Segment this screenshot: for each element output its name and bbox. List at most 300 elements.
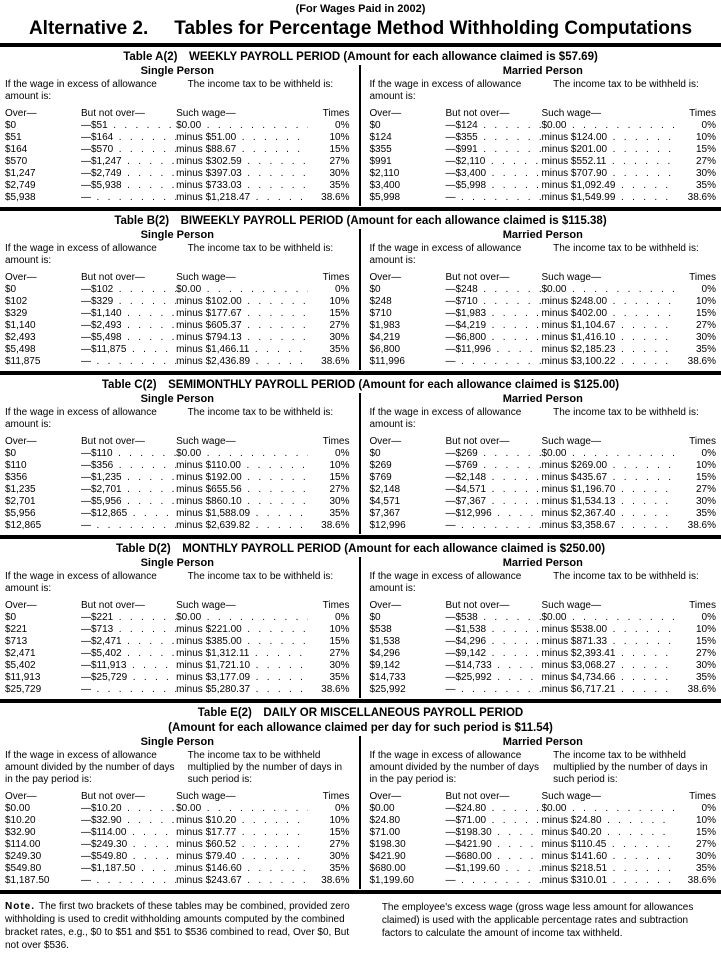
table-row <box>5 496 350 508</box>
times-value: 10% <box>329 624 350 635</box>
such-wage-value: minus $17.77 <box>176 827 237 838</box>
dot-leader <box>607 296 674 308</box>
but-not-over-value: —$538 <box>445 612 478 623</box>
over-column-header: Over— <box>5 436 37 447</box>
times-value: 10% <box>695 815 716 826</box>
over-value: $4,219 <box>369 332 401 343</box>
dot-leader <box>486 648 541 660</box>
table-row <box>370 168 717 180</box>
times-value: 0% <box>701 448 716 459</box>
table-row <box>370 827 717 839</box>
but-not-over-value: — <box>445 520 456 531</box>
dot-leader <box>456 684 542 696</box>
column-headers <box>370 272 717 284</box>
dot-leader <box>122 168 177 180</box>
such-wage-value: $0.00 <box>541 120 567 131</box>
over-value: $24.80 <box>369 815 401 826</box>
but-not-over-value: —$12,996 <box>445 508 492 519</box>
dot-leader <box>91 520 176 532</box>
such-wage-value: minus $79.40 <box>176 851 237 862</box>
dot-leader <box>236 815 307 827</box>
over-value: $2,110 <box>369 168 400 179</box>
such-wage-value: minus $5,280.37 <box>176 684 251 695</box>
tax-header: The income tax to be withheld is: <box>553 407 699 418</box>
such-wage-value: minus $655.56 <box>176 484 242 495</box>
such-wage-value: minus $221.00 <box>176 624 242 635</box>
over-column-header: Over— <box>369 436 402 447</box>
over-value: $2,749 <box>5 180 36 191</box>
tax-header: The income tax to be withheld multiplied by the number of days in such period is: <box>553 750 708 785</box>
dot-leader <box>615 672 674 684</box>
but-not-over-value: — <box>445 684 456 695</box>
table-body <box>5 229 716 370</box>
such-wage-value: minus $177.67 <box>176 308 242 319</box>
but-not-over-value: —$680.00 <box>445 851 492 862</box>
times-value: 35% <box>329 863 350 874</box>
dot-leader <box>607 875 674 887</box>
such-wage-value: minus $10.20 <box>176 815 237 826</box>
over-value: $421.90 <box>369 851 406 862</box>
dot-leader <box>201 448 307 460</box>
but-not-over-column-header: But not over— <box>81 436 145 447</box>
single-person-panel <box>5 393 361 534</box>
times-value: 38.6% <box>687 192 716 203</box>
times-value: 38.6% <box>321 520 350 531</box>
column-descriptions <box>370 571 717 595</box>
dot-leader <box>478 612 542 624</box>
column-headers <box>370 436 717 448</box>
single-rows <box>5 612 350 696</box>
table-section <box>5 378 716 539</box>
over-value: $710 <box>369 308 392 319</box>
times-column-header: Times <box>689 791 716 802</box>
single-rows <box>5 448 350 532</box>
dot-leader <box>236 839 307 851</box>
dot-leader <box>113 624 176 636</box>
table-row <box>5 612 350 624</box>
such-wage-value: minus $141.60 <box>541 851 608 862</box>
dot-leader <box>486 472 541 484</box>
tax-header: The income tax to be withheld is: <box>187 79 334 90</box>
dot-leader <box>607 472 674 484</box>
column-headers <box>370 600 717 612</box>
dot-leader <box>607 308 674 320</box>
dot-leader <box>122 484 177 496</box>
married-person-heading: Married Person <box>502 557 583 569</box>
but-not-over-value: — <box>81 875 91 886</box>
dot-leader <box>91 684 176 696</box>
such-wage-value: minus $1,588.09 <box>176 508 251 519</box>
such-wage-value: minus $605.37 <box>176 320 242 331</box>
but-not-over-value: —$51 <box>81 120 108 131</box>
over-value: $5,938 <box>5 192 36 203</box>
times-value: 30% <box>695 168 716 179</box>
dot-leader <box>456 356 542 368</box>
table-row <box>5 827 350 839</box>
times-value: 35% <box>695 672 716 683</box>
column-descriptions <box>370 243 717 267</box>
such-wage-value: minus $1,104.67 <box>541 320 616 331</box>
but-not-over-value: —$3,400 <box>445 168 487 179</box>
over-value: $713 <box>5 636 28 647</box>
dot-leader <box>236 827 307 839</box>
single-person-heading: Single Person <box>140 393 214 405</box>
over-value: $5,402 <box>5 660 36 671</box>
times-value: 0% <box>335 612 350 623</box>
but-not-over-value: —$32.90 <box>81 815 122 826</box>
table-row <box>5 863 350 875</box>
married-person-heading: Married Person <box>502 393 583 405</box>
table-row <box>5 180 350 192</box>
tax-header: The income tax to be withheld is: <box>553 79 699 90</box>
times-value: 15% <box>329 144 350 155</box>
but-not-over-value: —$25,729 <box>81 672 128 683</box>
footnotes <box>5 900 716 952</box>
but-not-over-value: —$164 <box>81 132 114 143</box>
times-value: 15% <box>695 827 716 838</box>
dot-leader <box>236 144 307 156</box>
times-value: 30% <box>695 332 716 343</box>
over-value: $0.00 <box>369 803 395 814</box>
table-row <box>370 120 717 132</box>
times-value: 15% <box>329 472 350 483</box>
over-value: $2,493 <box>5 332 36 343</box>
dot-leader <box>122 648 177 660</box>
dot-leader <box>607 168 674 180</box>
table-row <box>5 660 350 672</box>
dot-leader <box>91 192 176 204</box>
married-rows <box>370 120 717 204</box>
dot-leader <box>122 332 177 344</box>
but-not-over-value: —$710 <box>445 296 478 307</box>
over-value: $570 <box>5 156 28 167</box>
over-value: $769 <box>369 472 392 483</box>
table-row <box>370 308 717 320</box>
table-row <box>370 803 717 815</box>
such-wage-column-header: Such wage— <box>541 108 601 119</box>
over-value: $198.30 <box>369 839 406 850</box>
table-row <box>5 875 350 887</box>
over-value: $14,733 <box>369 672 406 683</box>
such-wage-value: minus $538.00 <box>541 624 608 635</box>
such-wage-value: $0.00 <box>541 612 567 623</box>
dot-leader <box>478 284 542 296</box>
over-value: $0 <box>5 612 17 623</box>
dot-leader <box>201 803 307 815</box>
times-value: 27% <box>329 156 350 167</box>
dot-leader <box>456 520 542 532</box>
but-not-over-value: —$10.20 <box>81 803 122 814</box>
page-title-prefix: Alternative 2. <box>28 18 149 39</box>
such-wage-value: minus $2,367.40 <box>541 508 616 519</box>
table-body <box>5 736 716 889</box>
such-wage-value: minus $794.13 <box>176 332 242 343</box>
table-row <box>370 448 717 460</box>
dot-leader <box>113 612 176 624</box>
but-not-over-value: —$14,733 <box>445 660 492 671</box>
such-wage-value: minus $1,218.47 <box>176 192 251 203</box>
dot-leader <box>242 156 308 168</box>
wage-header: If the wage in excess of allowance amount is: <box>369 79 522 102</box>
such-wage-value: minus $102.00 <box>176 296 242 307</box>
single-person-heading: Single Person <box>140 736 214 748</box>
but-not-over-column-header: But not over— <box>445 272 510 283</box>
table-row <box>5 296 350 308</box>
dot-leader <box>486 180 541 192</box>
dot-leader <box>615 356 674 368</box>
table-row <box>370 320 717 332</box>
times-value: 35% <box>695 508 716 519</box>
but-not-over-value: —$5,956 <box>81 496 122 507</box>
such-wage-value: minus $707.90 <box>541 168 608 179</box>
column-descriptions <box>5 571 350 595</box>
dot-leader <box>615 332 674 344</box>
dot-leader <box>492 672 542 684</box>
dot-leader <box>456 192 542 204</box>
table-row <box>5 144 350 156</box>
over-column-header: Over— <box>5 791 37 802</box>
dot-leader <box>242 296 308 308</box>
but-not-over-column-header: But not over— <box>81 108 145 119</box>
times-value: 30% <box>329 660 350 671</box>
over-column-header: Over— <box>369 600 402 611</box>
dot-leader <box>127 851 176 863</box>
table-row <box>5 624 350 636</box>
dot-leader <box>615 320 674 332</box>
such-wage-value: $0.00 <box>176 803 202 814</box>
married-rows <box>370 448 717 532</box>
such-wage-value: minus $124.00 <box>541 132 608 143</box>
times-value: 27% <box>695 156 716 167</box>
header-divider-rule <box>0 43 721 47</box>
dot-leader <box>615 496 674 508</box>
dot-leader <box>250 684 307 696</box>
over-value: $0 <box>369 448 381 459</box>
over-value: $0 <box>5 120 17 131</box>
but-not-over-value: —$7,367 <box>445 496 487 507</box>
but-not-over-value: —$4,571 <box>445 484 487 495</box>
but-not-over-value: — <box>81 356 91 367</box>
table-body <box>5 65 716 206</box>
over-value: $51 <box>5 132 22 143</box>
times-value: 0% <box>335 448 350 459</box>
times-value: 38.6% <box>321 684 350 695</box>
dot-leader <box>113 132 176 144</box>
table-row <box>370 156 717 168</box>
table-row <box>370 851 717 863</box>
but-not-over-value: —$2,148 <box>445 472 487 483</box>
but-not-over-value: —$2,749 <box>81 168 122 179</box>
column-descriptions <box>370 407 717 431</box>
dot-leader <box>236 132 307 144</box>
dot-leader <box>113 296 176 308</box>
dot-leader <box>122 496 177 508</box>
times-value: 0% <box>701 284 716 295</box>
dot-leader <box>492 508 542 520</box>
such-wage-column-header: Such wage— <box>541 791 601 802</box>
such-wage-value: minus $302.59 <box>176 156 242 167</box>
but-not-over-value: —$198.30 <box>445 827 492 838</box>
but-not-over-value: —$9,142 <box>445 648 487 659</box>
dot-leader <box>250 356 307 368</box>
times-value: 27% <box>695 648 716 659</box>
single-person-panel <box>5 229 361 370</box>
such-wage-column-header: Such wage— <box>541 600 601 611</box>
dot-leader <box>127 672 176 684</box>
dot-leader <box>122 636 177 648</box>
but-not-over-column-header: But not over— <box>445 600 510 611</box>
but-not-over-value: —$549.80 <box>81 851 128 862</box>
dot-leader <box>127 839 176 851</box>
such-wage-value: minus $2,639.82 <box>176 520 251 531</box>
table-row <box>370 144 717 156</box>
dot-leader <box>122 308 177 320</box>
table-row <box>5 508 350 520</box>
table-row <box>5 484 350 496</box>
dot-leader <box>486 484 541 496</box>
over-column-header: Over— <box>5 600 37 611</box>
dot-leader <box>242 180 308 192</box>
dot-leader <box>478 296 542 308</box>
dot-leader <box>122 320 177 332</box>
such-wage-value: minus $1,312.11 <box>176 648 250 659</box>
times-value: 27% <box>329 648 350 659</box>
but-not-over-value: —$355 <box>445 132 478 143</box>
such-wage-value: minus $402.00 <box>541 308 608 319</box>
table-row <box>370 863 717 875</box>
table-row <box>5 320 350 332</box>
times-value: 0% <box>335 803 350 814</box>
times-value: 15% <box>695 144 716 155</box>
but-not-over-value: —$11,996 <box>445 344 491 355</box>
column-descriptions <box>370 79 717 103</box>
but-not-over-value: —$570 <box>81 144 114 155</box>
excess-wage-note: The employee's excess wage (gross wage less amount for allowances claimed) is used with the applicable percentage rates and subtraction factors to calculate the amount of income tax withheld. <box>381 902 694 939</box>
times-value: 30% <box>329 496 350 507</box>
dot-leader <box>567 803 675 815</box>
over-column-header: Over— <box>369 272 402 283</box>
table-body <box>5 557 716 698</box>
such-wage-value: minus $871.33 <box>541 636 608 647</box>
over-value: $356 <box>5 472 28 483</box>
over-value: $11,996 <box>369 356 405 367</box>
over-value: $102 <box>5 296 28 307</box>
table-row <box>5 460 350 472</box>
times-value: 30% <box>329 851 350 862</box>
over-value: $549.80 <box>5 863 42 874</box>
dot-leader <box>486 624 541 636</box>
dot-leader <box>567 284 675 296</box>
such-wage-value: minus $397.03 <box>176 168 242 179</box>
such-wage-value: minus $1,549.99 <box>541 192 616 203</box>
dot-leader <box>615 508 674 520</box>
over-value: $1,140 <box>5 320 36 331</box>
married-person-heading: Married Person <box>502 736 583 748</box>
times-value: 30% <box>695 496 716 507</box>
table-row <box>5 520 350 532</box>
such-wage-value: minus $552.11 <box>541 156 607 167</box>
but-not-over-value: —$2,110 <box>445 156 486 167</box>
such-wage-value: minus $3,358.67 <box>541 520 616 531</box>
over-value: $991 <box>369 156 392 167</box>
but-not-over-value: —$5,938 <box>81 180 122 191</box>
but-not-over-value: —$25,992 <box>445 672 492 683</box>
dot-leader <box>242 168 308 180</box>
dot-leader <box>567 612 675 624</box>
table-row <box>5 636 350 648</box>
column-headers <box>5 791 350 803</box>
dot-leader <box>249 344 307 356</box>
but-not-over-value: —$5,998 <box>445 180 487 191</box>
wage-header: If the wage in excess of allowance amount divided by the number of days in the pay period is: <box>369 750 540 785</box>
times-column-header: Times <box>322 791 350 802</box>
but-not-over-value: —$5,498 <box>81 332 122 343</box>
column-descriptions <box>5 750 350 786</box>
such-wage-value: minus $60.52 <box>176 839 237 850</box>
but-not-over-value: —$102 <box>81 284 114 295</box>
such-wage-value: minus $435.67 <box>541 472 608 483</box>
column-headers <box>5 272 350 284</box>
times-column-header: Times <box>322 600 350 611</box>
such-wage-value: minus $243.67 <box>176 875 242 886</box>
table-row <box>5 851 350 863</box>
but-not-over-column-header: But not over— <box>445 108 510 119</box>
table-row <box>370 284 717 296</box>
dot-leader <box>242 496 308 508</box>
times-value: 0% <box>701 803 716 814</box>
over-value: $0 <box>5 448 17 459</box>
table-row <box>5 356 350 368</box>
times-value: 35% <box>329 508 350 519</box>
such-wage-value: $0.00 <box>176 612 202 623</box>
dot-leader <box>607 460 674 472</box>
dot-leader <box>241 460 308 472</box>
over-value: $5,998 <box>369 192 401 203</box>
dot-leader <box>486 803 541 815</box>
dot-leader <box>486 168 541 180</box>
dot-leader <box>122 180 177 192</box>
over-value: $4,571 <box>369 496 401 507</box>
times-value: 27% <box>695 484 716 495</box>
such-wage-column-header: Such wage— <box>541 272 601 283</box>
over-value: $2,148 <box>369 484 401 495</box>
but-not-over-value: —$11,913 <box>81 660 127 671</box>
times-value: 15% <box>329 308 350 319</box>
such-wage-value: minus $1,466.11 <box>176 344 250 355</box>
dot-leader <box>250 192 307 204</box>
table-row <box>370 508 717 520</box>
table-row <box>370 344 717 356</box>
page-title-main: Tables for Percentage Method Withholding Computations <box>174 18 693 39</box>
table-row <box>370 660 717 672</box>
such-wage-value: minus $201.00 <box>541 144 608 155</box>
table-bottom-rule <box>0 207 721 211</box>
table-row <box>5 684 350 696</box>
table-title: Table E(2) DAILY OR MISCELLANEOUS PAYROLL PERIOD <box>197 707 524 719</box>
but-not-over-value: —$1,187.50 <box>81 863 136 874</box>
over-value: $221 <box>5 624 28 635</box>
over-value: $3,400 <box>369 180 401 191</box>
dot-leader <box>607 851 674 863</box>
but-not-over-value: —$269 <box>445 448 478 459</box>
dot-leader <box>486 308 541 320</box>
dot-leader <box>567 120 675 132</box>
dot-leader <box>113 448 177 460</box>
table-row <box>5 168 350 180</box>
table-row <box>370 192 717 204</box>
such-wage-value: minus $248.00 <box>541 296 608 307</box>
dot-leader <box>242 484 308 496</box>
